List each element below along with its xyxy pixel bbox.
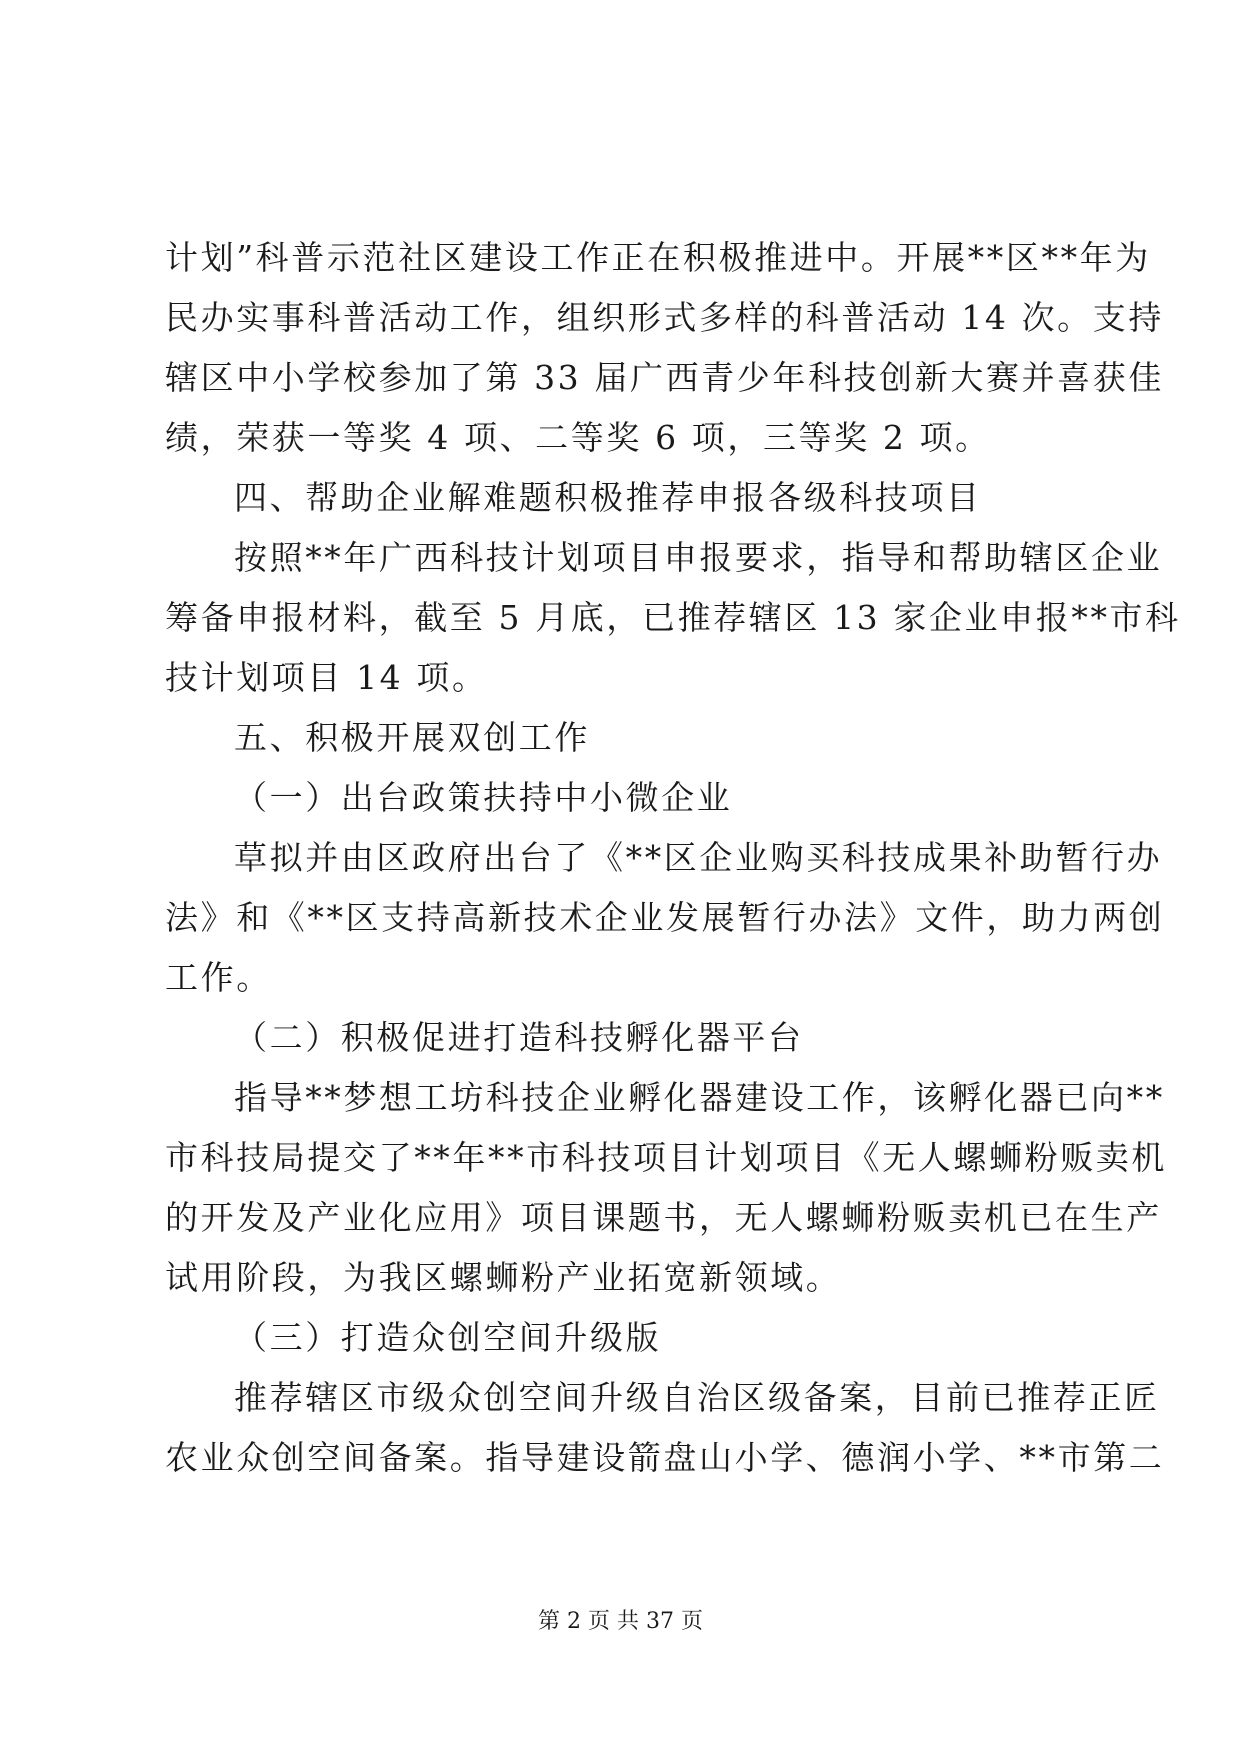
text-line: 指导**梦想工坊科技企业孵化器建设工作，该孵化器已向** — [234, 1078, 1165, 1117]
page-number-footer: 第 2 页 共 37 页 — [538, 1609, 703, 1634]
section-heading: 五、积极开展双创工作 — [234, 718, 590, 757]
section-heading: 四、帮助企业解难题积极推荐申报各级科技项目 — [234, 478, 982, 517]
text-line: 市科技局提交了**年**市科技项目计划项目《无人螺蛳粉贩卖机 — [165, 1138, 1167, 1177]
text-line: 技计划项目 14 项。 — [165, 658, 488, 697]
subsection-heading: （一）出台政策扶持中小微企业 — [234, 778, 733, 817]
text-line: 按照**年广西科技计划项目申报要求，指导和帮助辖区企业 — [234, 538, 1163, 577]
text-line: 法》和《**区支持高新技术企业发展暂行办法》文件，助力两创 — [165, 898, 1165, 937]
text-line: 民办实事科普活动工作，组织形式多样的科普活动 14 次。支持 — [165, 298, 1164, 337]
text-line: 推荐辖区市级众创空间升级自治区级备案，目前已推荐正匠 — [234, 1378, 1160, 1417]
text-line: 辖区中小学校参加了第 33 届广西青少年科技创新大赛并喜获佳 — [165, 358, 1164, 397]
text-line: 的开发及产业化应用》项目课题书，无人螺蛳粉贩卖机已在生产 — [165, 1198, 1162, 1237]
subsection-heading: （三）打造众创空间升级版 — [234, 1318, 662, 1357]
text-line: 绩，荣获一等奖 4 项、二等奖 6 项，三等奖 2 项。 — [165, 418, 991, 457]
text-line: 工作。 — [165, 958, 272, 997]
text-line: 草拟并由区政府出台了《**区企业购买科技成果补助暂行办 — [234, 838, 1163, 877]
text-line: 计划”科普示范社区建设工作正在积极推进中。开展**区**年为 — [165, 238, 1151, 277]
text-line: 试用阶段，为我区螺蛳粉产业拓宽新领域。 — [165, 1258, 842, 1297]
text-line: 筹备申报材料，截至 5 月底，已推荐辖区 13 家企业申报**市科 — [165, 598, 1181, 637]
subsection-heading: （二）积极促进打造科技孵化器平台 — [234, 1018, 804, 1057]
text-line: 农业众创空间备案。指导建设箭盘山小学、德润小学、**市第二 — [165, 1438, 1165, 1477]
document-body — [165, 228, 1181, 1488]
